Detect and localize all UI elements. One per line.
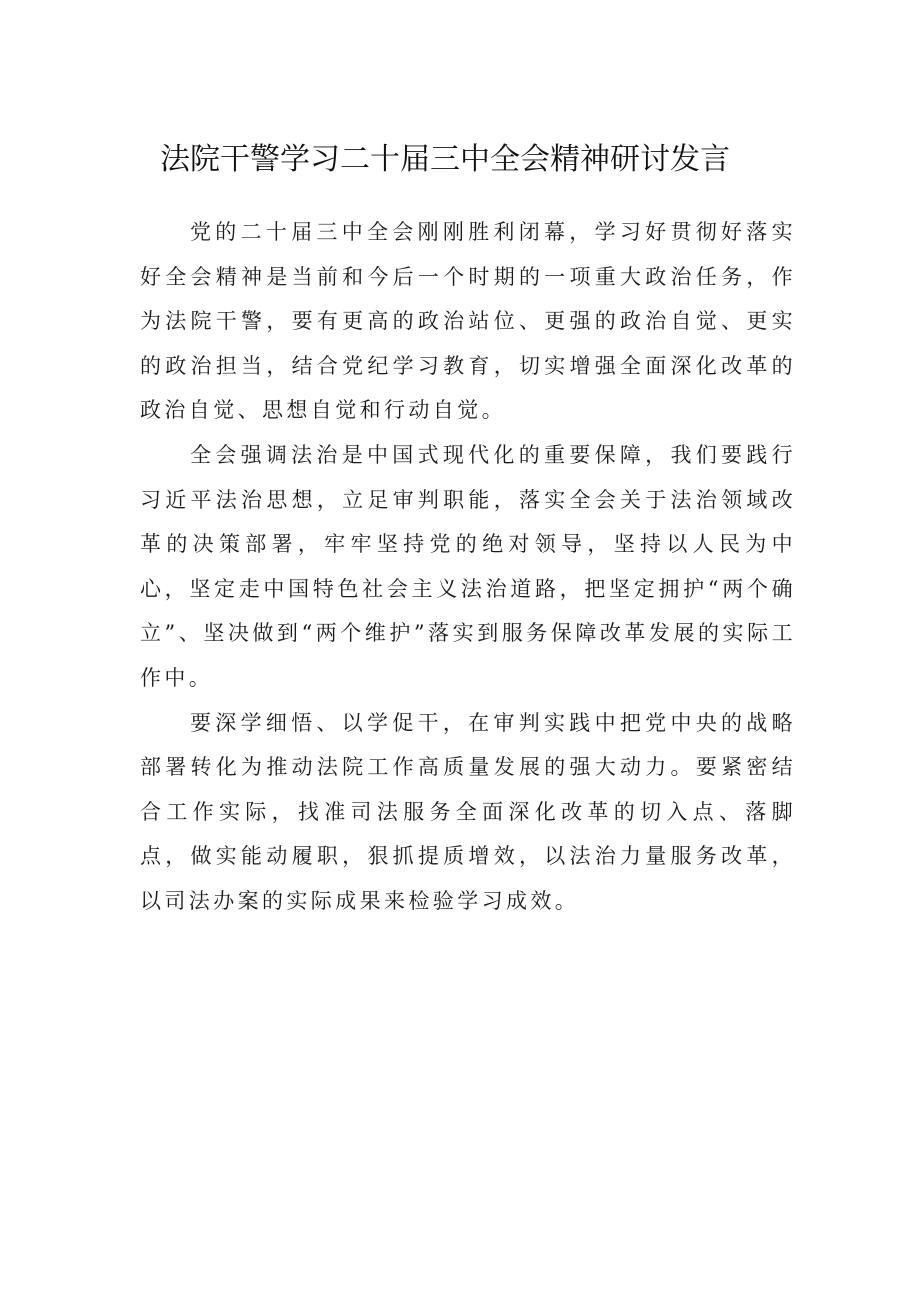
paragraph-3: 要深学细悟、以学促干，在审判实践中把党中央的战略部署转化为推动法院工作高质量发展的强大动力。要紧密结合工作实际，找准司法服务全面深化改革的切入点、落脚点，做实能动履职，狠抓提质增效，以法治力量服务改革，以司法办案的实际成果来检验学习成效。 bbox=[140, 710, 796, 913]
document-body bbox=[140, 210, 796, 924]
document-title: 法院干警学习二十届三中全会精神研讨发言 bbox=[160, 142, 730, 177]
paragraph-1: 党的二十届三中全会刚刚胜利闭幕，学习好贯彻好落实好全会精神是当前和今后一个时期的一项重大政治任务，作为法院干警，要有更高的政治站位、更强的政治自觉、更实的政治担当，结合党纪学习教育，切实增强全面深化改革的政治自觉、思想自觉和行动自觉。 bbox=[140, 220, 796, 423]
paragraph-2: 全会强调法治是中国式现代化的重要保障，我们要践行习近平法治思想，立足审判职能，落实全会关于法治领域改革的决策部署，牢牢坚持党的绝对领导，坚持以人民为中心，坚定走中国特色社会主义法治道路，把坚定拥护“两个确立”、坚决做到“两个维护”落实到服务保障改革发展的实际工作中。 bbox=[140, 442, 796, 690]
